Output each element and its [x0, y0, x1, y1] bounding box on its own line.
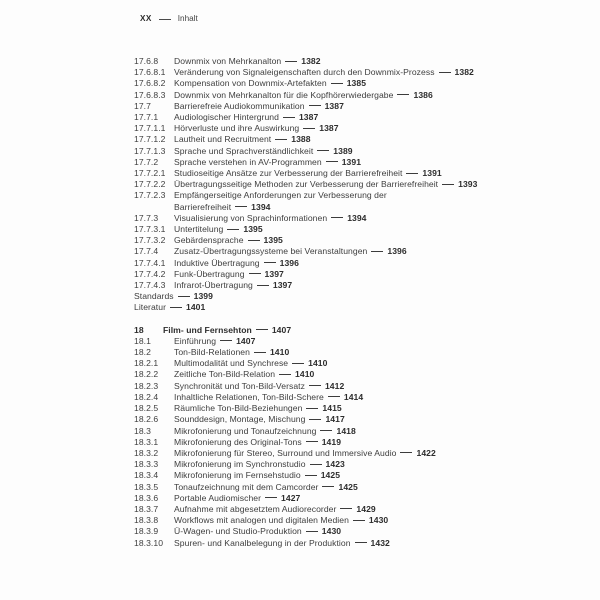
toc-entry: [134, 448, 582, 459]
toc-page-number: 1430: [321, 526, 342, 537]
toc-entry: [134, 493, 582, 504]
toc-entry-body: [174, 493, 582, 504]
running-head: [140, 14, 198, 24]
toc-entry: [134, 146, 582, 157]
toc-entry: [134, 157, 582, 168]
toc-entry-body: [174, 403, 582, 414]
toc-entry: [134, 123, 582, 134]
toc-entry-title: Portable Audiomischer: [174, 492, 262, 503]
toc-entry: [134, 459, 582, 470]
toc-entry-number: 18.3.8: [134, 515, 159, 526]
toc-entry: [134, 190, 582, 212]
toc-leader-dash: [170, 307, 182, 308]
toc-entry-number: 18.3.5: [134, 481, 159, 492]
toc-leader-dash: [320, 430, 332, 431]
toc-page-number: 1394: [251, 201, 271, 212]
toc-entry-body: [174, 213, 582, 224]
toc-page-number: 1386: [413, 89, 433, 100]
toc-page-number: 1422: [416, 447, 436, 458]
toc-entry-body: [174, 146, 582, 157]
toc-entry-number: 18.3.7: [134, 503, 159, 514]
toc-leader-dash: [305, 475, 317, 476]
toc-entry-title: Sprache verstehen in AV-Programmen: [174, 156, 322, 167]
toc-entry-body: [174, 526, 582, 537]
toc-entry-body: [174, 504, 582, 515]
toc-page-number: 1410: [295, 369, 315, 380]
toc-entry-body: [174, 369, 582, 380]
toc-entry-title: Downmix von Mehrkanalton: [174, 56, 282, 66]
toc-entry-title: Mikrofonierung und Tonaufzeichnung: [174, 425, 317, 436]
toc-entry: [134, 325, 582, 336]
toc-leader-dash: [309, 385, 321, 386]
toc-page-number: 1407: [236, 335, 256, 346]
toc-page-number: 1385: [346, 78, 367, 89]
toc-entry-title: Infrarot-Übertragung: [174, 280, 253, 291]
toc-page-number: 1389: [333, 145, 353, 156]
toc-entry: [134, 482, 582, 493]
toc-leader-dash: [406, 173, 418, 174]
toc-entry: [134, 235, 582, 246]
toc-entry-number: 18.2.5: [134, 403, 159, 414]
toc-page-number: 1396: [387, 246, 407, 257]
toc-page-number: 1427: [281, 492, 301, 503]
toc-entry-title: Spuren- und Kanalbelegung in der Produktion: [174, 537, 351, 548]
toc-entry-number: 18.3.3: [134, 459, 159, 470]
toc-entry: [134, 90, 582, 101]
toc-entry-number: 17.7.4: [134, 246, 159, 257]
toc-leader-dash: [331, 83, 343, 84]
toc-entry-body: [174, 112, 582, 123]
toc-leader-dash: [178, 296, 190, 297]
toc-leader-dash: [353, 520, 365, 521]
toc-entry-title: Untertitelung: [174, 224, 224, 235]
toc-page-number: 1391: [341, 156, 362, 167]
toc-leader-dash: [303, 128, 315, 129]
toc-page-number: 1423: [325, 459, 345, 470]
toc-entry-body: [174, 269, 582, 280]
toc-entry-title: Zeitliche Ton-Bild-Relation: [174, 369, 276, 380]
toc-leader-dash: [331, 217, 343, 218]
toc-entry-number: 17.7.3.1: [134, 224, 166, 235]
toc-entry-title: Aufnahme mit abgesetztem Audiorecorder: [174, 503, 337, 514]
toc-entry-title: Räumliche Ton-Bild-Beziehungen: [174, 403, 303, 414]
toc-entry: [134, 78, 582, 89]
toc-leader-dash: [397, 94, 409, 95]
toc-leader-dash: [340, 508, 352, 509]
toc-entry-title: Ü-Wagen- und Studio-Produktion: [174, 526, 302, 537]
toc-entry: [134, 168, 582, 179]
toc-entry-number: 17.7.4.1: [134, 257, 166, 268]
toc-leader-dash: [322, 486, 334, 487]
toc-entry: [134, 347, 582, 358]
toc-entry-number: 17.6.8: [134, 56, 159, 66]
toc-entry-body: [174, 392, 582, 403]
toc-entry-number: 18.2.2: [134, 369, 159, 380]
toc-entry: [134, 302, 582, 313]
toc-entry-number: 17.7.4.2: [134, 268, 166, 279]
toc-entry-body: [174, 123, 582, 134]
toc-entry-body: [174, 78, 582, 89]
toc-leader-dash: [309, 105, 321, 106]
toc-page-number: 1412: [324, 380, 345, 391]
toc-page-number: 1397: [264, 268, 284, 279]
toc-entry-body: [174, 336, 582, 347]
toc-entry-body: [174, 482, 582, 493]
toc-page-number: 1425: [338, 481, 358, 492]
toc-page-number: 1432: [370, 537, 390, 548]
toc-page-number: 1388: [291, 134, 311, 145]
toc-entry-body: [174, 246, 582, 257]
toc-entry-body: [174, 157, 582, 168]
toc-leader-dash: [227, 229, 239, 230]
toc-entry-title: Downmix von Mehrkanalton für die Kopfhörerwiedergabe: [174, 89, 394, 100]
toc-entry: [134, 504, 582, 515]
toc-entry-number: 17.7.1.2: [134, 134, 166, 145]
header-dash: [159, 19, 171, 20]
toc-leader-dash: [249, 273, 261, 274]
toc-entry-continuation-text: Barrierefreiheit: [174, 201, 232, 212]
toc-entry-body: [174, 280, 582, 291]
toc-entry-title: Studioseitige Ansätze zur Verbesserung der Barrierefreiheit: [174, 168, 403, 179]
toc-entry: [134, 392, 582, 403]
toc-page-number: 1395: [243, 224, 263, 235]
toc-entry-body: [174, 101, 582, 112]
toc-entry: [134, 336, 582, 347]
toc-entry: [134, 179, 582, 190]
toc-entry-number: 18: [134, 324, 144, 335]
toc-entry: [134, 134, 582, 145]
toc-entry: [134, 414, 582, 425]
toc-page-number: 1410: [269, 347, 290, 358]
toc-entry-title: Tonaufzeichnung mit dem Camcorder: [174, 481, 319, 492]
toc-leader-dash: [306, 408, 318, 409]
toc-entry-title: Veränderung von Signaleigenschaften durch den Downmix-Prozess: [174, 67, 435, 78]
toc-entry-number: 18.3.6: [134, 492, 159, 503]
toc-entry-number: 17.7.4.3: [134, 280, 166, 291]
toc-entry-body: [134, 291, 582, 302]
toc-entry-number: 17.7.2.1: [134, 168, 166, 179]
toc-entry-title: Kompensation von Downmix-Artefakten: [174, 78, 327, 89]
toc-entry-body: [174, 258, 582, 269]
toc-entry-number: 17.7.2.2: [134, 179, 166, 190]
toc-leader-dash: [264, 262, 276, 263]
toc-entry-body: [134, 302, 582, 313]
toc-entry-title: Visualisierung von Sprachinformationen: [174, 212, 328, 223]
toc-entry-body: [174, 56, 582, 67]
toc-page-number: 1410: [308, 358, 328, 369]
toc-entry: [134, 112, 582, 123]
toc-entry: [134, 258, 582, 269]
toc-entry-number: 17.7.1.3: [134, 145, 166, 156]
toc-entry-title: Funk-Übertragung: [174, 268, 245, 279]
toc-page-number: 1415: [322, 403, 342, 414]
toc-entry-title: Ton-Bild-Relationen: [174, 347, 250, 358]
toc-entry-title: Mikrofonierung für Stereo, Surround und Immersive Audio: [174, 447, 397, 458]
toc-entry: [134, 358, 582, 369]
toc-entry-title: Einführung: [174, 335, 217, 346]
toc-entry-body: [174, 448, 582, 459]
toc-leader-dash: [317, 150, 329, 151]
toc-leader-dash: [328, 396, 340, 397]
toc-page-number: 1399: [193, 291, 213, 302]
toc-entry-title: Gebärdensprache: [174, 235, 244, 246]
toc-leader-dash: [257, 285, 269, 286]
toc-entry-title: Mikrofonierung im Synchronstudio: [174, 459, 306, 470]
toc-entry-number: 18.2.3: [134, 380, 159, 391]
toc-entry-number: 17.7.1.1: [134, 123, 166, 134]
toc-entry: [134, 224, 582, 235]
toc-page-number: 1414: [343, 391, 364, 402]
toc-entry-body: [174, 190, 582, 212]
toc-entry-number: 18.3.1: [134, 436, 159, 447]
page-number-label: XX: [140, 14, 152, 23]
toc-entry-body: [174, 224, 582, 235]
toc-entry-title: Induktive Übertragung: [174, 257, 260, 268]
toc-leader-dash: [254, 352, 266, 353]
toc-leader-dash: [292, 363, 304, 364]
toc-page-number: 1391: [422, 168, 442, 179]
running-head-title: Inhalt: [177, 14, 198, 23]
toc-leader-dash: [256, 329, 268, 330]
toc-entry-number: 18.3.4: [134, 470, 159, 481]
toc-entry-body: [174, 134, 582, 145]
toc-entry-continuation: [174, 202, 231, 212]
toc-page-number: 1425: [320, 470, 341, 481]
toc-leader-dash: [310, 464, 322, 465]
toc-entry-number: 18.2.6: [134, 414, 159, 425]
toc-leader-dash: [355, 542, 367, 543]
toc-entry-body: [174, 538, 582, 549]
toc-entry-title: Audiologischer Hintergrund: [174, 112, 279, 123]
toc-leader-dash: [235, 206, 247, 207]
toc-leader-dash: [439, 72, 451, 73]
toc-page-number: 1396: [279, 257, 299, 268]
toc-entry-number: 17.6.8.3: [134, 89, 166, 100]
toc-entry-body: [174, 381, 582, 392]
toc-entry-title: Inhaltliche Relationen, Ton-Bild-Schere: [174, 391, 324, 402]
toc-leader-dash: [442, 184, 454, 185]
toc-page-number: 1417: [325, 414, 345, 425]
toc-entry-number: 17.7: [134, 100, 151, 111]
toc-entry-number: 18.3: [134, 425, 151, 436]
toc-entry-number: 17.7.2: [134, 156, 159, 167]
toc-entry-body: [174, 437, 582, 448]
toc-entry-number: 17.7.3.2: [134, 235, 166, 246]
toc-entry: [134, 269, 582, 280]
toc-page-number: 1395: [263, 235, 283, 246]
toc-leader-dash: [306, 441, 318, 442]
toc-entry-title: Sounddesign, Montage, Mischung: [174, 414, 306, 425]
toc-entry-title: Mikrofonierung des Original-Tons: [174, 436, 302, 447]
toc-entry-title: Lautheit und Recruitment: [174, 134, 272, 145]
toc-leader-dash: [275, 139, 287, 140]
toc-leader-dash: [309, 419, 321, 420]
toc-entry-number: 18.2.4: [134, 391, 159, 402]
toc-entry-title: Übertragungsseitige Methoden zur Verbesserung der Barrierefreiheit: [174, 179, 439, 190]
toc-page-number: 1418: [336, 425, 356, 436]
toc-entry: [134, 515, 582, 526]
toc-page-number: 1394: [347, 212, 367, 223]
toc-entry-title: Barrierefreie Audiokommunikation: [174, 100, 305, 111]
toc-leader-dash: [326, 161, 338, 162]
toc-entry-number: 18.1: [134, 335, 151, 346]
toc-entry-body: [174, 179, 582, 190]
toc-leader-dash: [306, 531, 318, 532]
toc-leader-dash: [248, 240, 260, 241]
toc-entry: [134, 381, 582, 392]
toc-page-number: 1407: [271, 324, 292, 335]
toc-leader-dash: [265, 497, 277, 498]
toc-page-number: 1419: [321, 436, 342, 447]
toc-entry: [134, 291, 582, 302]
toc-entry-title: Synchronität und Ton-Bild-Versatz: [174, 380, 305, 391]
toc-entry-body: [174, 67, 582, 78]
toc-entry-body: [174, 90, 582, 101]
toc-entry-number: 17.7.1: [134, 112, 159, 123]
toc-entry-title: Mikrofonierung im Fernsehstudio: [174, 470, 301, 481]
toc-leader-dash: [371, 251, 383, 252]
toc-entry-body: [174, 470, 582, 481]
toc-entry: [134, 246, 582, 257]
toc-entry-number: 18.3.9: [134, 526, 159, 537]
toc-page-number: 1387: [324, 100, 344, 111]
toc-page-number: 1401: [185, 302, 206, 313]
toc-entry-title: Workflows mit analogen und digitalen Medien: [174, 515, 349, 526]
toc-entry-title: Literatur: [134, 302, 166, 313]
toc-leader-dash: [279, 374, 291, 375]
toc-entry-body: [174, 515, 582, 526]
toc-page-number: 1382: [454, 67, 474, 78]
toc-entry: [134, 526, 582, 537]
toc-entry-body: [174, 358, 582, 369]
toc-page-number: 1387: [298, 112, 319, 123]
toc-entry: [134, 403, 582, 414]
toc-entry: [134, 426, 582, 437]
toc-leader-dash: [220, 340, 232, 341]
toc-leader-dash: [400, 452, 412, 453]
toc-entry-number: 18.3.2: [134, 447, 159, 458]
toc-entry-body: [163, 325, 582, 336]
toc-entry-title: Standards: [134, 291, 174, 302]
toc-entry-title: Film- und Fernsehton: [163, 324, 252, 335]
toc-entry-title: Hörverluste und ihre Auswirkung: [174, 123, 300, 134]
toc-entry: [134, 101, 582, 112]
toc-entry-title: Multimodalität und Synchrese: [174, 358, 289, 369]
toc-page-number: 1397: [272, 280, 293, 291]
toc-entry-title: Empfängerseitige Anforderungen zur Verbesserung der: [174, 190, 387, 201]
toc-entry: [134, 56, 582, 67]
toc-entry: [134, 67, 582, 78]
toc-entry: [134, 538, 582, 549]
toc-entry-body: [174, 459, 582, 470]
toc-entry-title: Sprache und Sprachverständlichkeit: [174, 145, 314, 156]
toc-leader-dash: [283, 117, 295, 118]
toc-entry: [134, 437, 582, 448]
toc-entry-body: [174, 347, 582, 358]
toc-entry: [134, 280, 582, 291]
toc-entry-number: 18.2: [134, 347, 151, 358]
toc-entry-number: 17.7.2.3: [134, 190, 166, 201]
toc-page-number: 1382: [301, 56, 321, 66]
table-of-contents: [134, 56, 582, 549]
toc-entry-number: 18.3.10: [134, 537, 164, 548]
toc-entry-title: Zusatz-Übertragungssysteme bei Veranstaltungen: [174, 246, 368, 257]
toc-entry-body: [174, 235, 582, 246]
toc-entry-number: 18.2.1: [134, 358, 159, 369]
toc-entry-body: [174, 426, 582, 437]
toc-entry-body: [174, 414, 582, 425]
toc-page-number: 1429: [356, 503, 376, 514]
toc-entry-number: 17.6.8.2: [134, 78, 166, 89]
toc-leader-dash: [285, 61, 297, 62]
toc-entry-number: 17.7.3: [134, 212, 159, 223]
toc-page-number: 1387: [319, 123, 339, 134]
toc-entry-body: [174, 168, 582, 179]
toc-entry-number: 17.6.8.1: [134, 67, 166, 78]
toc-entry: [134, 369, 582, 380]
toc-entry: [134, 213, 582, 224]
toc-page-number: 1393: [458, 179, 478, 190]
toc-entry: [134, 470, 582, 481]
toc-page-number: 1430: [368, 515, 389, 526]
